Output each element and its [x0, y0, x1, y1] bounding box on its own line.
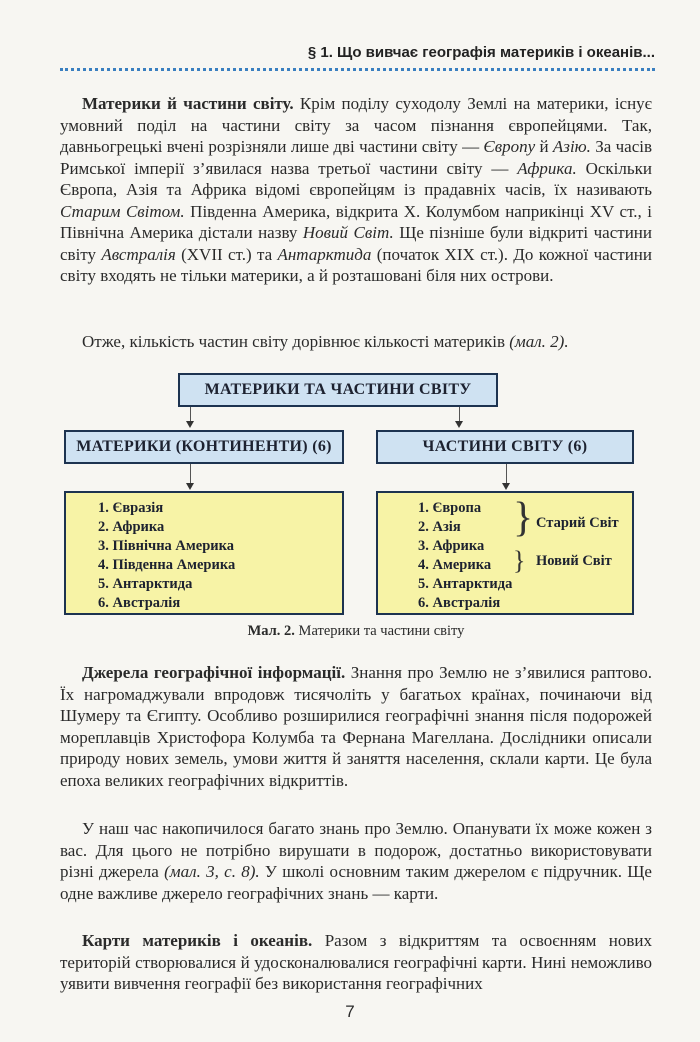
list-item: 3. Африка	[418, 538, 485, 554]
parts-list-box	[376, 491, 634, 615]
paragraph-continents-and-parts: Материки й частини світу. Крім поділу суходолу Землі на материки, існує умовний поділ на частини світу за часом пізнання європейцями. Так, давньогрецькі вчені розрізняли лише дві частини світу — Європу й Азію. За часів Римської імперії з’явилася назва третьої частини світу — Африка. Оскільки Європа, Азія та Африка відомі європейцям із прадавніх часів, їх називають Старим Світом. Південна Америка, відкрита Х. Колумбом наприкінці XV ст., і Північна Америка дістали назву Новий Світ. Ще пізніше були відкриті частини світу Австралія (XVII ст.) та Антарктида (початок XIX ст.). До кожної частини світу входять не тільки материки, а й розташовані біля них острови.	[60, 94, 652, 285]
list-item: 6. Австралія	[98, 595, 181, 611]
parts-header-box: ЧАСТИНИ СВІТУ (6)	[376, 430, 634, 464]
figure-caption: Мал. 2. Материки та частини світу	[247, 623, 465, 639]
connector	[459, 407, 460, 422]
brace-icon: }	[513, 495, 534, 541]
list-item: 4. Південна Америка	[98, 557, 236, 573]
running-header: § 1. Що вивчає географія материків і океанів...	[307, 44, 655, 61]
paragraph-heading: Джерела географічної інформації.	[82, 663, 346, 682]
connector	[506, 464, 507, 484]
paragraph-information-sources: Джерела географічної інформації. Знання про Землю не з’явилися раптово. Їх нагромаджували впродовж тисячоліть у багатьох країнах, починаючи від Шумеру та Єгипту. Особливо розширилися географічні знання після подорожей мореплавців Христофора Колумба та Фернана Магеллана. Дослідники описали природу нових земель, умови життя й заняття населення, склали карти. Це була епоха великих географічних відкриттів.	[60, 663, 652, 790]
paragraph-knowledge: У наш час накопичилося багато знань про Землю. Опанувати їх може кожен з вас. Для цього не потрібно вирушати в подорож, достатньо використовувати різні джерела (мал. 3, с. 8). У школі основним таким джерелом є підручник. Ще одне важливе джерело географічних знань — карти.	[60, 819, 652, 903]
list-item: 6. Австралія	[418, 595, 501, 611]
page-number: 7	[345, 1002, 355, 1021]
list-item: 1. Євразія	[98, 500, 164, 516]
new-world-label: Новий Світ	[536, 553, 612, 569]
list-item: 4. Америка	[418, 557, 492, 573]
arrow-down-icon	[455, 421, 463, 428]
continents-list	[98, 499, 342, 613]
brace-icon: }	[513, 546, 526, 575]
paragraph-maps: Карти материків і океанів. Разом з відкриттям та освоєнням нових територій створювалися й удосконалювалися географічні карти. Нині неможливо уявити вивчення географії без використання географічних	[60, 931, 652, 993]
header-rule	[60, 68, 655, 71]
arrow-down-icon	[186, 483, 194, 490]
list-item: 1. Європа	[418, 500, 482, 516]
continents-list-box	[64, 491, 344, 615]
diagram-top-box: МАТЕРИКИ ТА ЧАСТИНИ СВІТУ	[178, 373, 498, 407]
list-item: 3. Північна Америка	[98, 538, 235, 554]
paragraph-summary: Отже, кількість частин світу дорівнює кількості материків (мал. 2).	[82, 332, 569, 351]
old-world-label: Старий Світ	[536, 515, 619, 531]
paragraph-heading: Материки й частини світу.	[82, 94, 294, 113]
connector	[190, 407, 191, 422]
paragraph-heading: Карти материків і океанів.	[82, 931, 313, 950]
continents-header-box: МАТЕРИКИ (КОНТИНЕНТИ) (6)	[64, 430, 344, 464]
list-item: 2. Африка	[98, 519, 165, 535]
connector	[190, 464, 191, 484]
arrow-down-icon	[502, 483, 510, 490]
list-item: 5. Антарктида	[98, 576, 193, 592]
arrow-down-icon	[186, 421, 194, 428]
list-item: 2. Азія	[418, 519, 461, 535]
list-item: 5. Антарктида	[418, 576, 513, 592]
